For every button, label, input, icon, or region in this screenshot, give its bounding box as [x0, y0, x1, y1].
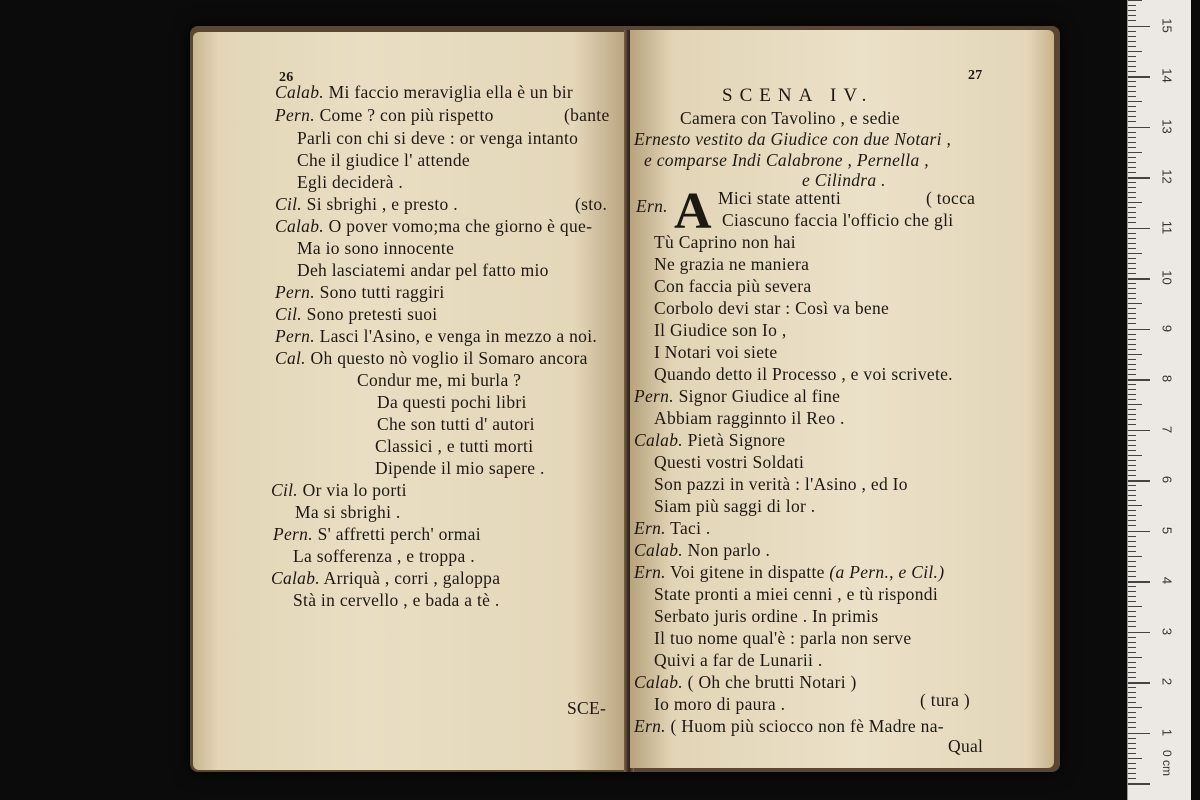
text-line-overflow: (bante	[564, 105, 610, 125]
ruler-tick	[1128, 647, 1136, 648]
ruler-tick	[1128, 460, 1136, 461]
text-line: Da questi pochi libri	[377, 392, 527, 412]
setting-line: Camera con Tavolino , e sedie	[680, 108, 900, 128]
ruler-tick	[1128, 334, 1136, 335]
setting-line: Ernesto vestito da Giudice con due Notari ,	[634, 129, 952, 149]
text-line: Ne grazia ne maniera	[654, 254, 810, 274]
ruler-tick	[1128, 71, 1136, 72]
ruler-tick	[1128, 36, 1136, 37]
ruler-tick	[1128, 632, 1150, 634]
text-line: Calab. Non parlo .	[634, 540, 771, 560]
ruler-number: 3	[1159, 627, 1175, 635]
ruler-tick	[1128, 778, 1136, 779]
ruler-tick	[1128, 748, 1136, 749]
ruler-tick	[1128, 308, 1136, 309]
text-line: I Notari voi siete	[654, 342, 778, 362]
ruler-tick	[1128, 202, 1142, 203]
ruler-tick	[1128, 435, 1136, 436]
ruler-tick	[1128, 61, 1136, 62]
text-line: La sofferenza , e troppa .	[293, 546, 475, 566]
ruler-tick	[1128, 303, 1142, 304]
ruler-tick	[1128, 546, 1136, 547]
ruler-tick	[1128, 470, 1136, 471]
ruler-tick	[1128, 727, 1136, 728]
ruler-number: 13	[1159, 118, 1175, 134]
text-line: Pern. S' affretti perch' ormai	[273, 524, 481, 544]
ruler-tick	[1128, 510, 1136, 511]
text-line: Son pazzi in verità : l'Asino , ed Io	[654, 474, 908, 494]
ruler-tick	[1128, 637, 1136, 638]
ruler-tick	[1128, 743, 1136, 744]
ruler-tick	[1128, 172, 1136, 173]
ruler-tick	[1128, 753, 1136, 754]
ruler-number: 9	[1159, 324, 1175, 332]
ruler-tick	[1128, 91, 1136, 92]
text-line: Parli con chi si deve : or venga intanto	[297, 128, 579, 148]
ruler-tick	[1128, 238, 1136, 239]
speaker-label: Ern.	[636, 196, 668, 216]
text-line: Io moro di paura .	[654, 694, 786, 714]
ruler-tick	[1128, 495, 1136, 496]
ruler-number: 14	[1159, 68, 1175, 83]
ruler-tick	[1128, 46, 1136, 47]
ruler-tick	[1128, 323, 1136, 324]
ruler-tick	[1128, 657, 1142, 658]
text-line: Ern. Taci .	[634, 518, 711, 538]
ruler-tick	[1128, 369, 1136, 370]
ruler-tick	[1128, 111, 1136, 112]
text-line: Ern. Voi gitene in dispatte (a Pern., e Cil.)	[634, 562, 945, 582]
ruler-tick	[1128, 424, 1136, 425]
ruler-tick	[1128, 586, 1136, 587]
ruler-tick	[1128, 485, 1136, 486]
ruler-tick	[1128, 500, 1136, 501]
ruler-tick	[1128, 187, 1136, 188]
ruler-tick	[1128, 177, 1150, 179]
ruler-tick	[1128, 167, 1136, 168]
drop-cap: A	[674, 183, 712, 240]
catchword: SCE-	[567, 698, 607, 718]
text-line: Calab. ( Oh che brutti Notari )	[634, 672, 857, 692]
ruler-tick	[1128, 455, 1142, 456]
ruler-tick	[1128, 157, 1136, 158]
measuring-ruler	[1127, 0, 1191, 800]
left-page	[193, 32, 626, 770]
ruler-tick	[1128, 86, 1136, 87]
ruler-tick	[1128, 20, 1136, 21]
text-line: Con faccia più severa	[654, 276, 812, 296]
text-line: Calab. Pietà Signore	[634, 430, 786, 450]
ruler-tick	[1128, 192, 1136, 193]
text-line: Quivi a far de Lunarii .	[654, 650, 823, 670]
ruler-tick	[1128, 722, 1136, 723]
ruler-tick	[1128, 253, 1142, 254]
ruler-tick	[1128, 697, 1136, 698]
text-line: Cil. Si sbrighi , e presto .	[275, 194, 458, 214]
ruler-tick	[1128, 440, 1136, 441]
ruler-tick	[1128, 687, 1136, 688]
ruler-tick	[1128, 576, 1136, 577]
text-line-overflow: ( tocca	[926, 188, 976, 208]
ruler-number: 12	[1159, 169, 1175, 184]
text-line: Questi vostri Soldati	[654, 452, 805, 472]
scene-heading: SCENA IV.	[722, 85, 874, 106]
ruler-tick	[1128, 419, 1136, 420]
text-line: Quando detto il Processo , e voi scrivete.	[654, 364, 953, 384]
ruler-tick	[1128, 712, 1136, 713]
ruler-tick	[1128, 611, 1136, 612]
ruler-tick	[1128, 162, 1136, 163]
ruler-tick	[1128, 212, 1136, 213]
ruler-tick	[1128, 41, 1136, 42]
ruler-tick	[1128, 561, 1136, 562]
ruler-tick	[1128, 349, 1136, 350]
ruler-tick	[1128, 293, 1136, 294]
ruler-tick	[1128, 465, 1136, 466]
text-line: Corbolo devi star : Così va bene	[654, 298, 890, 318]
ruler-tick	[1128, 531, 1150, 533]
ruler-tick	[1128, 137, 1136, 138]
ruler-tick	[1128, 273, 1136, 274]
ruler-tick	[1128, 374, 1136, 375]
text-line-overflow: ( tura )	[920, 690, 971, 710]
ruler-tick	[1128, 692, 1136, 693]
ruler-tick	[1128, 505, 1142, 506]
ruler-tick	[1128, 606, 1142, 607]
text-line: Che son tutti d' autori	[377, 414, 535, 434]
ruler-tick	[1128, 101, 1142, 102]
ruler-tick	[1128, 121, 1136, 122]
text-line: Il tuo nome qual'è : parla non serve	[654, 628, 912, 648]
ruler-tick	[1128, 445, 1136, 446]
ruler-tick	[1128, 783, 1150, 785]
text-line: Calab. O pover vomo;ma che giorno è que-	[275, 216, 593, 236]
ruler-tick	[1128, 763, 1136, 764]
ruler-tick	[1128, 667, 1136, 668]
ruler-tick	[1128, 288, 1136, 289]
text-line-overflow: (sto.	[575, 194, 608, 214]
ruler-tick	[1128, 182, 1136, 183]
ruler-tick	[1128, 409, 1136, 410]
ruler-tick	[1128, 702, 1136, 703]
ruler-tick	[1128, 66, 1136, 67]
ruler-tick	[1128, 207, 1136, 208]
text-line: State pronti a miei cenni , e tù rispondi	[654, 584, 938, 604]
ruler-tick	[1128, 389, 1136, 390]
page-number: 27	[968, 68, 983, 83]
text-line: Ciascuno faccia l'officio che gli	[722, 210, 954, 230]
ruler-tick	[1128, 490, 1136, 491]
ruler-tick	[1128, 738, 1136, 739]
ruler-tick	[1128, 556, 1142, 557]
text-line: Mici state attenti	[718, 188, 842, 208]
text-line: Pern. Come ? con più rispetto	[275, 105, 494, 125]
ruler-tick	[1128, 339, 1136, 340]
ruler-tick	[1128, 51, 1142, 52]
ruler-tick	[1128, 758, 1142, 759]
ruler-number: 15	[1159, 17, 1175, 33]
ruler-tick	[1128, 404, 1142, 405]
ruler-tick	[1128, 677, 1136, 678]
text-line: Stà in cervello , e bada a tè .	[293, 590, 500, 610]
text-line: Condur me, mi burla ?	[357, 370, 522, 390]
ruler-number: 2	[1159, 677, 1175, 686]
ruler-tick	[1128, 515, 1136, 516]
ruler-number: 1	[1159, 728, 1175, 736]
ruler-tick	[1128, 541, 1136, 542]
ruler-tick	[1128, 450, 1136, 451]
text-line: Ern. ( Huom più sciocco non fè Madre na-	[634, 716, 944, 736]
ruler-tick	[1128, 132, 1136, 133]
ruler-tick	[1128, 228, 1150, 230]
ruler-tick	[1128, 601, 1136, 602]
text-line: Il Giudice son Io ,	[654, 320, 787, 340]
ruler-tick	[1128, 56, 1136, 57]
ruler-number: 10	[1159, 270, 1175, 285]
ruler-tick	[1128, 581, 1150, 583]
ruler-tick	[1128, 591, 1136, 592]
ruler-tick	[1128, 10, 1136, 11]
ruler-tick	[1128, 414, 1136, 415]
ruler-tick	[1128, 147, 1136, 148]
ruler-tick	[1128, 616, 1136, 617]
ruler-tick	[1128, 733, 1150, 735]
ruler-tick	[1128, 430, 1150, 432]
ruler-tick	[1128, 399, 1136, 400]
ruler-tick	[1128, 243, 1136, 244]
ruler-tick	[1128, 621, 1136, 622]
ruler-tick	[1128, 233, 1136, 234]
ruler-tick	[1128, 313, 1136, 314]
ruler-tick	[1128, 106, 1136, 107]
ruler-tick	[1128, 5, 1136, 6]
ruler-tick	[1128, 525, 1136, 526]
ruler-tick	[1128, 480, 1150, 482]
ruler-tick	[1128, 268, 1136, 269]
ruler-tick	[1128, 258, 1136, 259]
catchword: Qual	[948, 736, 984, 756]
ruler-number: 7	[1159, 425, 1175, 433]
right-page	[630, 30, 1054, 768]
ruler-tick	[1128, 283, 1136, 284]
ruler-tick	[1128, 31, 1136, 32]
text-line: Abbiam ragginnto il Reo .	[654, 408, 845, 428]
ruler-tick	[1128, 96, 1136, 97]
text-line: Classici , e tutti morti	[375, 436, 534, 456]
text-line: Deh lasciatemi andar pel fatto mio	[297, 260, 549, 280]
text-line: Ma io sono innocente	[297, 238, 455, 258]
ruler-tick	[1128, 475, 1136, 476]
ruler-tick	[1128, 344, 1136, 345]
ruler-tick	[1128, 197, 1136, 198]
text-line: Cal. Oh questo nò voglio il Somaro ancora	[275, 348, 588, 368]
ruler-tick	[1128, 0, 1142, 1]
ruler-tick	[1128, 278, 1150, 280]
ruler-unit-label: 0 cm	[1160, 749, 1174, 776]
text-line: Dipende il mio sapere .	[375, 458, 545, 478]
text-line: Cil. Sono pretesti suoi	[275, 304, 438, 324]
ruler-tick	[1128, 672, 1136, 673]
ruler-tick	[1128, 318, 1136, 319]
setting-line: e Cilindra .	[802, 170, 886, 190]
ruler-tick	[1128, 379, 1150, 381]
ruler-tick	[1128, 682, 1150, 684]
ruler-tick	[1128, 76, 1150, 78]
ruler-tick	[1128, 626, 1136, 627]
ruler-tick	[1128, 394, 1136, 395]
ruler-tick	[1128, 384, 1136, 385]
ruler-tick	[1128, 773, 1136, 774]
text-line: Pern. Lasci l'Asino, e venga in mezzo a noi.	[275, 326, 598, 346]
ruler-tick	[1128, 551, 1136, 552]
ruler-tick	[1128, 263, 1136, 264]
ruler-tick	[1128, 642, 1136, 643]
ruler-tick	[1128, 248, 1136, 249]
text-line: Egli deciderà .	[297, 172, 404, 192]
ruler-tick	[1128, 15, 1136, 16]
ruler-tick	[1128, 127, 1150, 129]
ruler-tick	[1128, 707, 1142, 708]
text-line: Cil. Or via lo porti	[271, 480, 407, 500]
ruler-tick	[1128, 768, 1136, 769]
page-number: 26	[279, 70, 294, 85]
ruler-number: 8	[1159, 374, 1175, 383]
ruler-tick	[1128, 536, 1136, 537]
text-line: Siam più saggi di lor .	[654, 496, 816, 516]
ruler-tick	[1128, 596, 1136, 597]
ruler-number: 11	[1159, 220, 1175, 234]
ruler-tick	[1128, 222, 1136, 223]
ruler-number: 4	[1159, 576, 1175, 585]
ruler-tick	[1128, 717, 1136, 718]
text-line: Ma si sbrighi .	[295, 502, 401, 522]
ruler-tick	[1128, 354, 1142, 355]
ruler-tick	[1128, 116, 1136, 117]
ruler-tick	[1128, 217, 1136, 218]
ruler-tick	[1128, 329, 1150, 331]
ruler-tick	[1128, 152, 1142, 153]
ruler-tick	[1128, 364, 1136, 365]
ruler-tick	[1128, 359, 1136, 360]
setting-line: e comparse Indi Calabrone , Pernella ,	[644, 150, 929, 170]
text-line: Tù Caprino non hai	[654, 232, 796, 252]
ruler-tick	[1128, 520, 1136, 521]
ruler-number: 5	[1159, 526, 1175, 534]
text-line: Calab. Arriquà , corri , galoppa	[271, 568, 501, 588]
ruler-tick	[1128, 81, 1136, 82]
text-line: Che il giudice l' attende	[297, 150, 470, 170]
ruler-tick	[1128, 142, 1136, 143]
ruler-tick	[1128, 566, 1136, 567]
ruler-tick	[1128, 652, 1136, 653]
text-line: Serbato juris ordine . In primis	[654, 606, 879, 626]
ruler-tick	[1128, 571, 1136, 572]
text-line: Pern. Sono tutti raggiri	[275, 282, 445, 302]
ruler-tick	[1128, 26, 1150, 28]
text-line: Calab. Mi faccio meraviglia ella è un bir	[275, 82, 574, 102]
ruler-tick	[1128, 662, 1136, 663]
ruler-number: 6	[1159, 475, 1175, 484]
ruler-tick	[1128, 298, 1136, 299]
text-line: Pern. Signor Giudice al fine	[634, 386, 841, 406]
